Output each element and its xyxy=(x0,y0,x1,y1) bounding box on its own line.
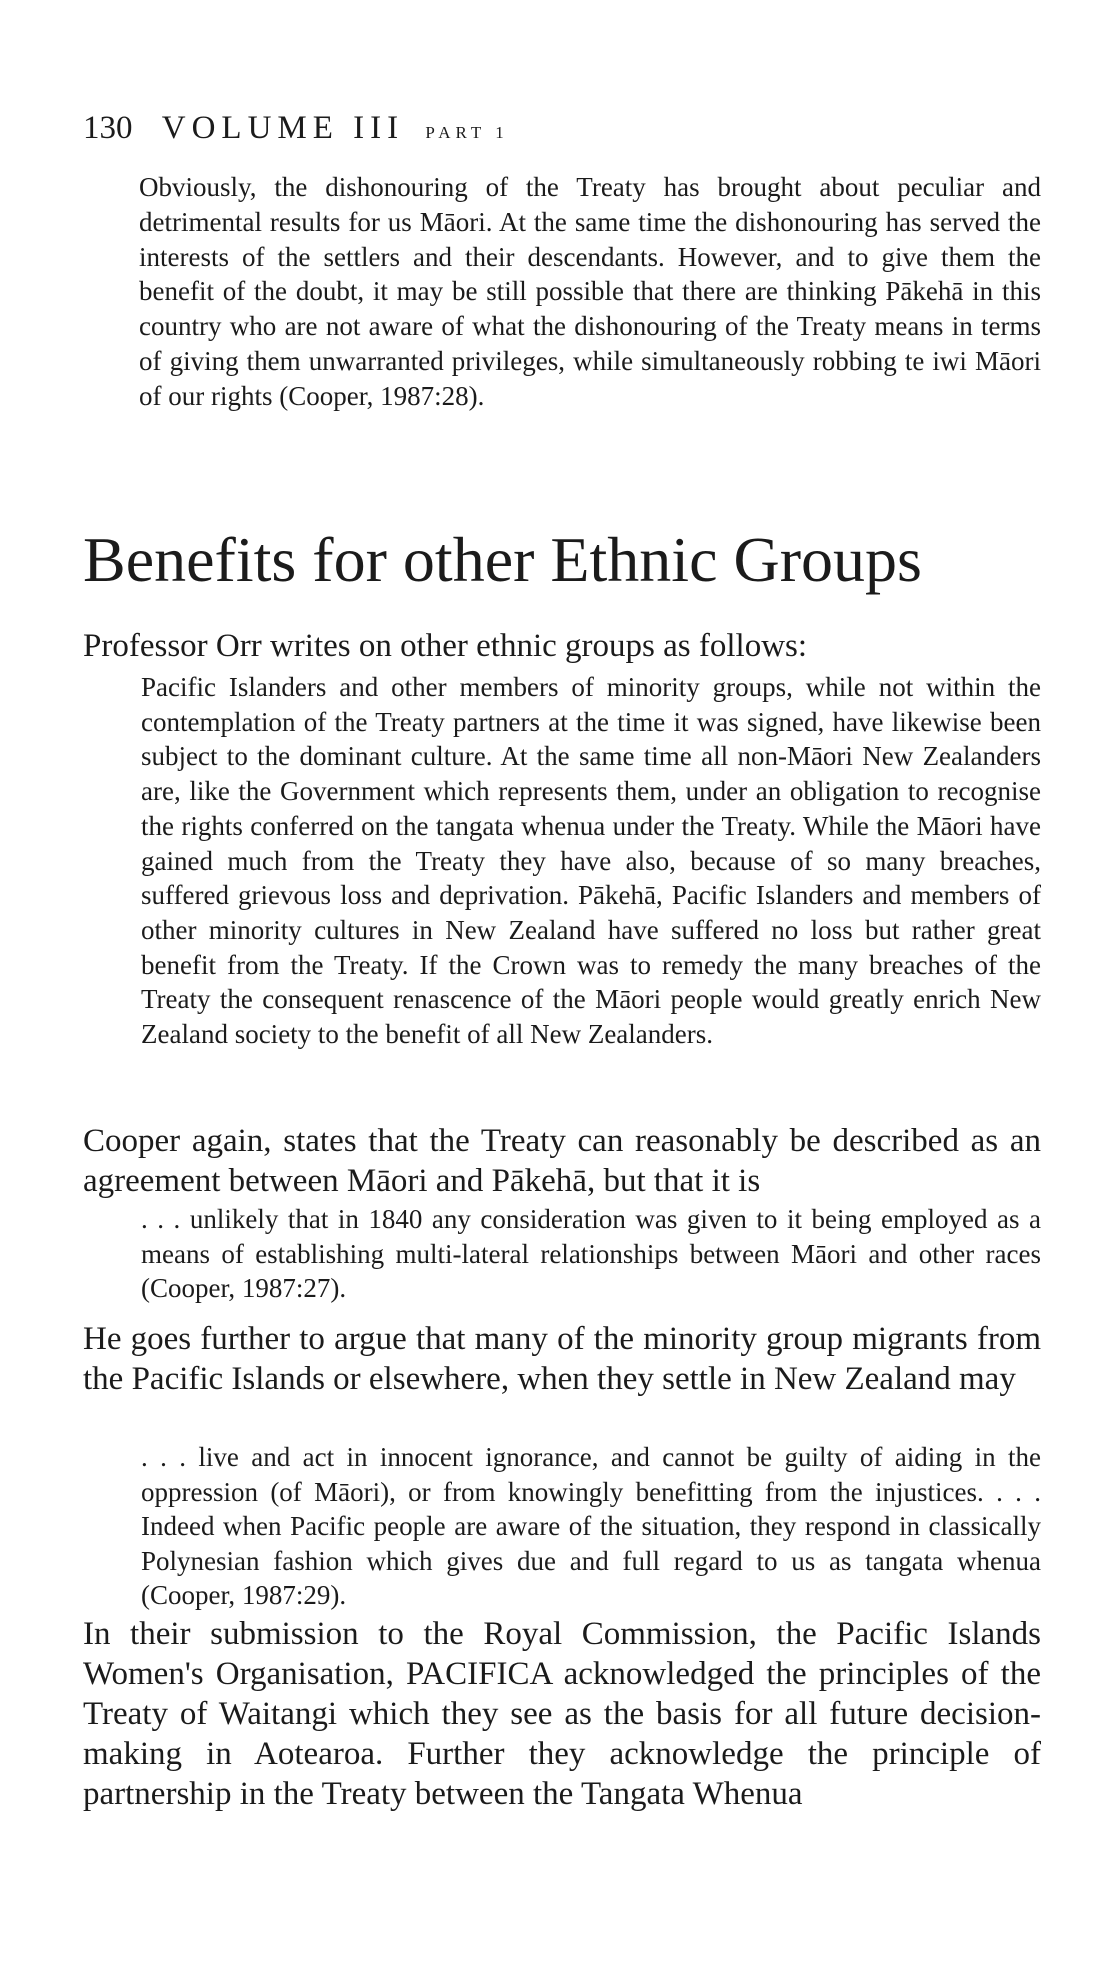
paragraph-orr-intro: Professor Orr writes on other ethnic groups as follows: xyxy=(83,628,808,664)
page-number: 130 xyxy=(83,110,133,146)
paragraph-goes-further: He goes further to argue that many of the minority group migrants from the Pacific Islands or elsewhere, when they settle in New Zealand may xyxy=(83,1321,1041,1397)
volume-label: VOLUME III xyxy=(161,110,405,146)
block-quote-cooper-1987-29: . . . live and act in innocent ignorance, and cannot be guilty of aiding in the oppression (of Māori), or from knowingly benefitting from the injustices. . . . Indeed when Pacific people are aware of the situation, they respond in classically Polynesian fashion which gives due and full regard to us as tangata whenua (Cooper, 1987:29). xyxy=(141,1442,1041,1610)
block-quote-cooper-1987-28: Obviously, the dishonouring of the Treaty has brought about peculiar and detrimental results for us Māori. At the same time the dishonouring has served the interests of the settlers and their descendants. However, and to give them the benefit of the doubt, it may be still possible that there are thinking Pākehā in this country who are not aware of what the dishonouring of the Treaty means in terms of giving them unwarranted privileges, while simultaneously robbing te iwi Māori of our rights (Cooper, 1987:28). xyxy=(139,172,1041,411)
part-label: PART 1 xyxy=(425,123,509,142)
paragraph-cooper-again: Cooper again, states that the Treaty can reasonably be described as an agreement between Māori and Pākehā, but that it is xyxy=(83,1123,1041,1199)
section-heading: Benefits for other Ethnic Groups xyxy=(83,524,922,595)
block-quote-orr: Pacific Islanders and other members of minority groups, while not within the contemplation of the Treaty partners at the time it was signed, have likewise been subject to the dominant culture. At the same time all non-Māori New Zealanders are, like the Government which represents them, under an obligation to recognise the rights conferred on the tangata whenua under the Treaty. While the Māori have gained much from the Treaty they have also, because of so many breaches, suffered grievous loss and deprivation. Pākehā, Pacific Islanders and members of other minority cultures in New Zealand have suffered no loss but rather great benefit from the Treaty. If the Crown was to remedy the many breaches of the Treaty the consequent renascence of the Māori people would greatly enrich New Zealand society to the benefit of all New Zealanders. xyxy=(141,672,1041,1050)
running-head xyxy=(83,108,509,153)
block-quote-cooper-1987-27: . . . unlikely that in 1840 any consideration was given to it being employed as a means of establishing multi-lateral relationships between Māori and other races (Cooper, 1987:27). xyxy=(141,1204,1041,1303)
paragraph-pacifica-submission: In their submission to the Royal Commission, the Pacific Islands Women's Organisation, PACIFICA acknowledged the principles of the Treaty of Waitangi which they see as the basis for all future decision-making in Aotearoa. Further they acknowledge the principle of partnership in the Treaty between the Tangata Whenua xyxy=(83,1616,1041,1812)
